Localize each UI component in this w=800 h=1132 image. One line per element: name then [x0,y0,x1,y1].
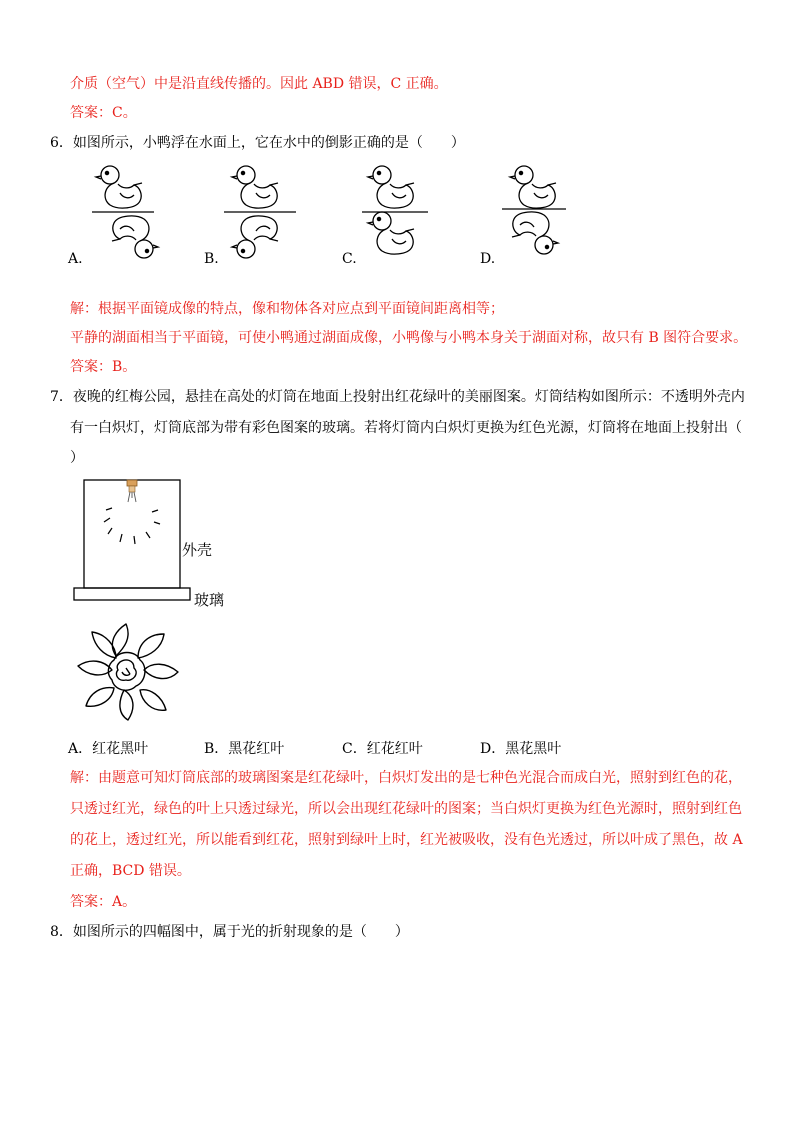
q7-explanation-1: 解：由题意可知灯筒底部的玻璃图案是红花绿叶，白炽灯发出的是七种色光混合而成白光，照射到红色的花， [70,770,742,786]
duck-reflection-figure [90,165,570,270]
label-glass: 玻璃 [194,591,225,609]
q6-option-c: C. [342,251,357,267]
label-shell: 外壳 [182,541,213,559]
option-c-duck [362,166,428,254]
q6-answer: 答案：B。 [70,359,137,375]
q5-answer: 答案：C。 [70,105,137,121]
q8-stem: 8．如图所示的四幅图中，属于光的折射现象的是（ ） [50,924,409,940]
option-d-duck [502,166,566,254]
q7-explanation-3: 的花上，透过红光，所以能看到红花，照射到绿叶上时，红光被吸收，没有色光透过，所以叶成了黑色，故 A [70,832,743,848]
q7-stem-2: 有一白炽灯，灯筒底部为带有彩色图案的玻璃。若将灯筒内白炽灯更换为红色光源，灯筒将在地面上投射出（ [70,420,742,436]
option-b-duck [224,166,296,258]
q6-option-b: B. [204,251,219,267]
q7-option-c: C．红花红叶 [342,741,423,757]
q5-explanation-tail: 介质（空气）中是沿直线传播的。因此 ABD 错误，C 正确。 [70,76,448,92]
q7-explanation-4: 正确，BCD 错误。 [70,863,191,879]
option-a-duck [92,166,158,258]
q6-explanation-1: 解：根据平面镜成像的特点，像和物体各对应点到平面镜间距离相等； [70,301,504,317]
q6-option-a: A. [68,251,83,267]
q7-option-b: B．黑花红叶 [204,741,285,757]
q7-option-d: D．黑花黑叶 [480,741,562,757]
q6-explanation-2: 平静的湖面相当于平面镜，可使小鸭通过湖面成像，小鸭像与小鸭本身关于湖面对称，故只有 B 图符合要求。 [70,330,748,346]
q7-answer: 答案：A。 [70,894,137,910]
q7-explanation-2: 只透过红光，绿色的叶上只透过绿光，所以会出现红花绿叶的图案；当白炽灯更换为红色光源时，照射到红色 [70,801,742,817]
q6-option-d: D. [480,251,496,267]
q6-stem: 6．如图所示，小鸭浮在水面上，它在水中的倒影正确的是（ ） [50,135,465,151]
q7-stem-3: ） [70,450,84,466]
q7-option-a: A．红花黑叶 [68,741,149,757]
q7-stem-1: 7．夜晚的红梅公园，悬挂在高处的灯筒在地面上投射出红花绿叶的美丽图案。灯筒结构如图所示：不透明外壳内 [50,389,745,405]
flower-leaf-pattern [74,618,184,723]
